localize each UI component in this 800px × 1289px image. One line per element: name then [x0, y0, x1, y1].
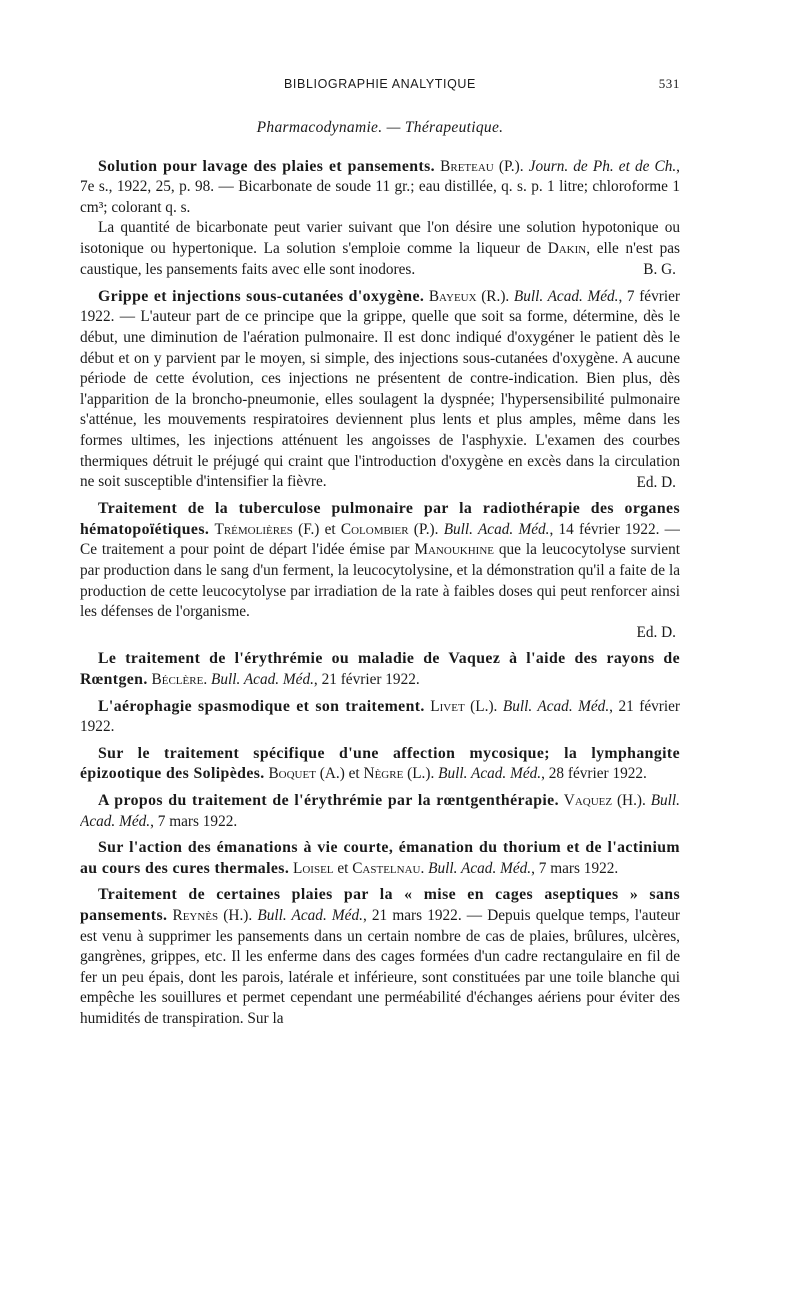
entry-author: Béclère	[151, 671, 204, 689]
entry-author: Reynès	[172, 906, 219, 924]
entry-author: Trémolières	[214, 520, 293, 538]
entry-journal: Bull. Acad. Méd.	[257, 906, 363, 924]
entry-reference: , 21 février 1922.	[313, 671, 420, 689]
entry-author: Loisel	[293, 859, 334, 877]
entry-journal: Bull. Acad. Méd.	[513, 287, 619, 305]
bibliography-entry: A propos du traitement de l'érythrémie par la rœntgenthérapie. Vaquez (H.). Bull. Acad. Méd., 7 mars 1922.	[80, 792, 680, 830]
entry-title: Sur l'action des émanations à vie courte, émanation du thorium et de l'actinium au cours des cures thermales.	[80, 839, 680, 877]
entry-reference: , 21 février 1922.	[80, 697, 680, 736]
entry-journal: Bull. Acad. Méd.	[428, 859, 532, 877]
entry-reference: , 14 février 1922.	[549, 520, 660, 538]
document-page	[80, 70, 680, 1250]
entry-reference: , 21 mars 1922.	[362, 906, 462, 924]
entry-reference: , 7 février 1922.	[80, 287, 680, 326]
entry-journal: Bull. Acad. Méd.	[443, 520, 550, 538]
entry-body: — Depuis quelque temps, l'auteur est venu à supprimer les pansements dans un certain nombre de cas de plaies, brûlures, ulcères, gangrènes, grippes, etc. Il les enferme dans des cages formées d'un cadre rectangulaire en fil de fer un peu épais, dont les parois, latérale et inférieure, sont constituées par une toile blanche qui empêche les souillures et permet cependant une perméabilité d'échanges aériens pour éviter des humidités de transpiration. Sur la	[80, 906, 680, 1027]
entry-title: Le traitement de l'érythrémie ou maladie de Vaquez à l'aide des rayons de Rœntgen.	[80, 650, 680, 689]
page-number: 531	[658, 76, 680, 91]
entry-author-2: Colombier	[340, 520, 409, 538]
bibliography-entry: Solution pour lavage des plaies et pansements. Breteau (P.). Journ. de Ph. et de Ch., 7e s., 1922, 25, p. 98. — Bicarbonate de soude 11 gr.; eau distillée, q. s. p. 1 litre; chloroforme 1 cm³; colorant q. s. La quantité de bicarbonate peut varier suivant que l'on désire une solution hypotonique ou isotonique ou hypertonique. La solution s'emploie comme la liqueur de Dakin, elle n'est pas caustique, les pansements faits avec elle sont inodores. B. G.	[80, 157, 680, 281]
bibliography-entry: Traitement de certaines plaies par la « mise en cages aseptiques » sans pansements. Reynès (H.). Bull. Acad. Méd., 21 mars 1922. — Depuis quelque temps, l'auteur est venu à supprimer les pansements dans un certain nombre de cas de plaies, brûlures, ulcères, gangrènes, grippes, etc. Il les enferme dans des cages formées d'un cadre rectangulaire en fil de fer un peu épais, dont les parois, latérale et inférieure, sont constituées par une toile blanche qui empêche les souillures et permet cependant une perméabilité d'échanges aériens pour éviter des humidités de transpiration. Sur la	[80, 886, 680, 1027]
entry-reference: , 7 mars 1922.	[531, 859, 619, 877]
section-title: Pharmacodynamie. — Thérapeutique.	[256, 119, 504, 136]
bibliography-entry: Sur le traitement spécifique d'une affection mycosique; la lymphangite épizootique des Solipèdes. Boquet (A.) et Nègre (L.). Bull. Acad. Méd., 28 février 1922.	[80, 744, 680, 783]
bibliography-entry: Grippe et injections sous-cutanées d'oxygène. Bayeux (R.). Bull. Acad. Méd., 7 février 1922. — L'auteur part de ce principe que la grippe, quelle que soit sa forme, détermine, dès le début, une diminution de l'aération pulmonaire. Il est donc indiqué d'oxygéner le patient dès le début et on y parvient par le moyen, si simple, des injections sous-cutanées d'oxygène. A aucune période de cette évolution, ces injections ne présentent de contre-indication. Bien plus, dès l'apparition de la broncho-pneumonie, elles soulagent la dyspnée; l'hypersensibilité pulmonaire s'atténue, les mouvements respiratoires deviennent plus lents et plus amples, même dans les formes ultimes, les injections atténuent les angoisses de l'asphyxie. L'examen des courbes thermiques détruit le préjugé qui craint que l'introduction d'oxygène en excès dans la circulation ne soit susceptible d'intensifier la fièvre. Ed. D.	[80, 287, 680, 494]
entry-signature: B. G.	[643, 261, 676, 279]
entry-body: — L'auteur part de ce principe que la grippe, quelle que soit sa forme, détermine, dès le début, une diminution de l'aération pulmonaire. Il est donc indiqué d'oxygéner le patient dès le début et on y parvient par le moyen, si simple, des injections sous-cutanées d'oxygène. A aucune période de cette évolution, ces injections ne présentent de contre-indication. Bien plus, dès l'apparition de la broncho-pneumonie, elles soulagent la dyspnée; l'hypersensibilité pulmonaire s'atténue, les mouvements respiratoires deviennent plus lents et plus amples, même dans les formes ultimes, les injections atténuent les angoisses de l'asphyxie. L'examen des courbes thermiques détruit le préjugé qui craint que l'introduction d'oxygène en excès dans la circulation ne soit susceptible d'intensifier la fièvre.	[80, 308, 680, 491]
entry-author: Breteau	[440, 157, 494, 175]
entry-body: — Bicarbonate de soude 11 gr.; eau distillée, q. s. p. 1 litre; chloroforme 1 cm³; colorant q. s.	[80, 178, 680, 216]
entry-title: Grippe et injections sous-cutanées d'oxygène.	[98, 287, 425, 305]
entry-title: Traitement de certaines plaies par la « mise en cages aseptiques » sans pansements.	[80, 886, 680, 924]
entry-journal: Bull. Acad. Méd.	[80, 792, 680, 830]
entry-reference: , 7e s., 1922, 25, p. 98.	[80, 157, 680, 196]
entry-reference: , 28 février 1922.	[541, 765, 647, 783]
entry-journal: Journ. de Ph. et de Ch.	[528, 157, 677, 175]
bibliography-entry: L'aérophagie spasmodique et son traitement. Livet (L.). Bull. Acad. Méd., 21 février 1922.	[80, 697, 680, 736]
entry-title: A propos du traitement de l'érythrémie par la rœntgenthérapie.	[98, 792, 559, 809]
entry-journal: Bull. Acad. Méd.	[210, 671, 314, 689]
running-header	[80, 70, 680, 92]
entry-signature: Ed. D.	[636, 623, 676, 641]
bibliography-entry: Traitement de la tuberculose pulmonaire par la radiothérapie des organes hématopoïétiques. Trémolières (F.) et Colombier (P.). Bull. Acad. Méd., 14 février 1922. — Ce traitement a pour point de départ l'idée émise par Manoukhine que la leucocytolyse survient par production dans le sang d'un ferment, la leucocytolysine, et la démonstration qu'il a faite de la production de cette leucocytolyse par irradiation de la rate à faibles doses qui peut renforcer ainsi les défenses de l'organisme. Ed. D.	[80, 499, 680, 643]
running-title: BIBLIOGRAPHIE ANALYTIQUE	[284, 77, 476, 91]
entry-title: L'aérophagie spasmodique et son traitement.	[98, 697, 425, 715]
entry-author: Livet	[430, 697, 465, 715]
entry-title: Sur le traitement spécifique d'une affection mycosique; la lymphangite épizootique des Solipèdes.	[80, 744, 680, 783]
entry-reference: , 7 mars 1922.	[150, 812, 238, 830]
entry-signature: Ed. D.	[636, 473, 676, 491]
entry-title: Solution pour lavage des plaies et pansements.	[98, 157, 436, 175]
entry-title: Traitement de la tuberculose pulmonaire par la radiothérapie des organes hématopoïétiques.	[80, 500, 680, 538]
entry-author: Vaquez	[563, 792, 613, 809]
bibliography-entry: Le traitement de l'érythrémie ou maladie de Vaquez à l'aide des rayons de Rœntgen. Béclère. Bull. Acad. Méd., 21 février 1922.	[80, 650, 680, 689]
entry-author: Boquet	[268, 765, 316, 783]
entry-journal: Bull. Acad. Méd.	[438, 765, 542, 783]
entry-author-2: Nègre	[363, 765, 404, 783]
bibliography-entry: Sur l'action des émanations à vie courte, émanation du thorium et de l'actinium au cours des cures thermales. Loisel et Castelnau. Bull. Acad. Méd., 7 mars 1922.	[80, 839, 680, 877]
entry-journal: Bull. Acad. Méd.	[502, 697, 610, 715]
entry-author-2: Castelnau	[352, 859, 421, 877]
entry-author: Bayeux	[428, 287, 477, 305]
